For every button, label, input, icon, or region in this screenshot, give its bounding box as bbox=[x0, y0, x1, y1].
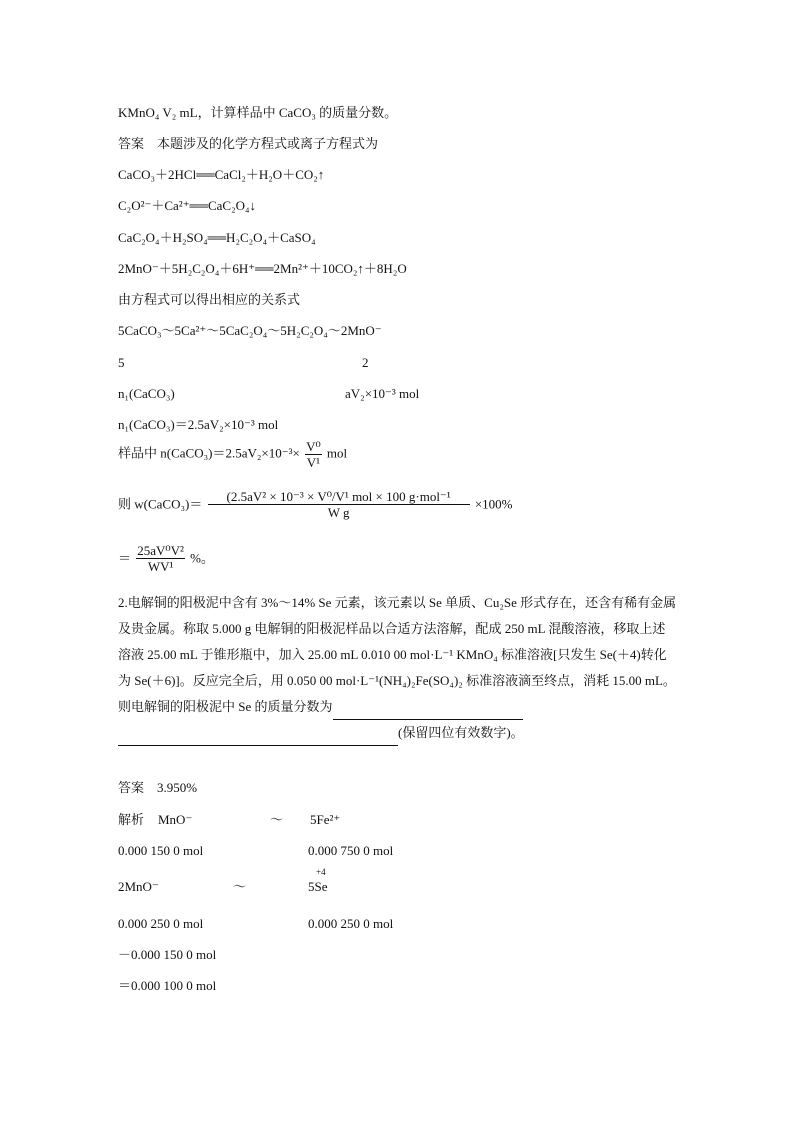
answer-intro-text: 本题涉及的化学方程式或离子方程式为 bbox=[157, 136, 379, 151]
line-continuation: KMnO₄ V₂ mL，计算样品中 CaCO₃ 的质量分数。 bbox=[118, 105, 398, 120]
w-denominator: W g bbox=[327, 505, 350, 520]
mass-fraction-expression bbox=[118, 490, 513, 519]
relation-intro: 由方程式可以得出相应的关系式 bbox=[118, 292, 301, 307]
equation-1: CaCO₃＋2HCl══CaCl₂＋H₂O＋CO₂↑ bbox=[118, 167, 325, 182]
answer-label: 答案 bbox=[118, 136, 145, 151]
analysis-r1-right: 5Fe²⁺ bbox=[310, 812, 341, 827]
answer-blank-2 bbox=[118, 731, 398, 746]
analysis-r1-mid: ～ bbox=[270, 812, 284, 827]
analysis-r4-left: 0.000 250 0 mol bbox=[118, 916, 204, 931]
analysis-r3-left: 2MnO⁻ bbox=[118, 879, 159, 894]
final-suffix: %。 bbox=[190, 550, 215, 566]
question-2-text: 2.电解铜的阳极泥中含有 3%～14% Se 元素，该元素以 Se 单质、Cu₂Se 形式存在，还含有稀有金属及贵金属。称取 5.000 g 电解铜的阳极泥样品以合适方法溶解，配成 250 mL 混酸溶液，移取上述溶液 25.00 mL 于锥形瓶中，加入 25.00 mL 0.010 00 mol·L⁻¹ KMnO₄ 标准溶液[只发生 Se(＋4)转化为 Se(＋6)]。反应完全后，用 0.050 00 mol·L⁻¹(NH₄)₂Fe(SO₄)₂ 标准溶液滴至终点，消耗 15.00 mL。则电解铜的阳极泥中 Se 的质量分数为 bbox=[118, 595, 677, 714]
n1-result: n₁(CaCO₃)＝2.5aV₂×10⁻³ mol bbox=[118, 417, 279, 432]
analysis-r1-left: MnO⁻ bbox=[158, 812, 193, 827]
equation-4: 2MnO⁻＋5H₂C₂O₄＋6H⁺══2Mn²⁺＋10CO₂↑＋8H₂O bbox=[118, 261, 407, 276]
relation-chain: 5CaCO₃～5Ca²⁺～5CaC₂O₄～5H₂C₂O₄～2MnO⁻ bbox=[118, 323, 382, 338]
w-prefix: 则 w(CaCO₃)＝ bbox=[118, 496, 203, 512]
sample-fraction bbox=[305, 440, 322, 469]
final-fraction bbox=[136, 544, 185, 573]
analysis-r3-mid: ～ bbox=[233, 879, 247, 894]
n1-right: aV₂×10⁻³ mol bbox=[345, 386, 420, 401]
answer-blank-1 bbox=[333, 705, 523, 720]
analysis-label: 解析 bbox=[118, 812, 145, 827]
sample-expression bbox=[118, 440, 347, 469]
final-expression bbox=[118, 544, 214, 573]
final-denominator: WV¹ bbox=[147, 559, 174, 574]
sample-numerator: V⁰ bbox=[306, 439, 321, 454]
sample-prefix: 样品中 n(CaCO₃)＝2.5aV₂×10⁻³× bbox=[118, 445, 300, 461]
analysis-r3-right: 5Se bbox=[308, 879, 328, 894]
coefficient-right: 2 bbox=[362, 355, 369, 370]
final-numerator: 25aV⁰V² bbox=[137, 543, 184, 558]
question-2-suffix: (保留四位有效数字)。 bbox=[398, 725, 524, 740]
answer-intro-line bbox=[118, 135, 378, 153]
w-suffix: ×100% bbox=[474, 496, 513, 512]
n1-left: n₁(CaCO₃) bbox=[118, 386, 175, 401]
analysis-r6: ＝0.000 100 0 mol bbox=[118, 978, 217, 993]
question-2 bbox=[118, 590, 678, 746]
final-prefix: ＝ bbox=[118, 550, 132, 566]
sample-unit: mol bbox=[326, 445, 348, 461]
analysis-r4-right: 0.000 250 0 mol bbox=[308, 916, 394, 931]
equation-2: C₂O²⁻＋Ca²⁺══CaC₂O₄↓ bbox=[118, 198, 257, 213]
answer-2-line bbox=[118, 779, 197, 797]
w-fraction bbox=[208, 490, 470, 519]
analysis-r3-oxidation-state: +4 bbox=[316, 867, 326, 877]
answer-2-value: 3.950% bbox=[157, 780, 198, 795]
answer-2-label: 答案 bbox=[118, 780, 145, 795]
analysis-r2-left: 0.000 150 0 mol bbox=[118, 843, 204, 858]
sample-denominator: V¹ bbox=[306, 455, 321, 470]
equation-3: CaC₂O₄＋H₂SO₄══H₂C₂O₄＋CaSO₄ bbox=[118, 230, 316, 245]
analysis-r2-right: 0.000 750 0 mol bbox=[308, 843, 394, 858]
analysis-r5: －0.000 150 0 mol bbox=[118, 947, 217, 962]
coefficient-left: 5 bbox=[118, 355, 125, 370]
w-numerator: (2.5aV² × 10⁻³ × V⁰/V¹ mol × 100 g·mol⁻¹ bbox=[208, 490, 470, 505]
